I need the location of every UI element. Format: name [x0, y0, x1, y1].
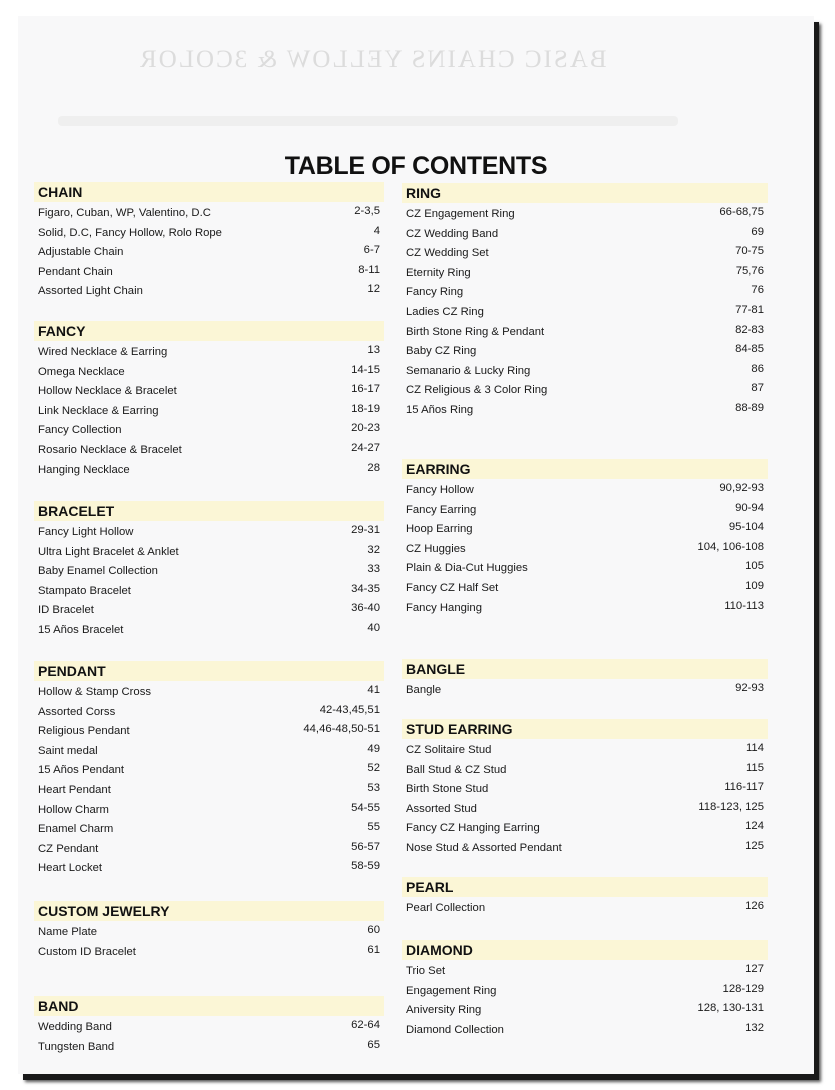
toc-entry [34, 341, 384, 361]
entry-page-number: 125 [745, 839, 764, 852]
entry-page-number: 34-35 [351, 582, 380, 595]
entry-title: Engagement Ring [406, 984, 497, 997]
entry-title: Hollow Necklace & Bracelet [38, 385, 177, 398]
entry-page-number: 86 [751, 362, 764, 375]
entry-page-number: 77-81 [735, 303, 764, 316]
toc-entry [402, 798, 768, 818]
entry-page-number: 105 [745, 560, 764, 573]
entry-title: Tungsten Band [38, 1040, 115, 1053]
entry-title: Trio Set [406, 965, 446, 977]
entry-title: Fancy CZ Half Set [406, 581, 499, 594]
entry-page-number: 90-94 [735, 501, 764, 514]
toc-entry [34, 619, 384, 639]
entry-title: Fancy CZ Hanging Earring [406, 822, 540, 835]
toc-entry [34, 400, 384, 420]
entry-title: Fancy Hollow [406, 484, 474, 496]
entry-title: Saint medal [38, 744, 98, 757]
entry-page-number: 84-85 [735, 343, 764, 356]
entry-title: Birth Stone Ring & Pendant [406, 325, 545, 338]
entry-page-number: 24-27 [351, 441, 380, 454]
section-bangle [402, 659, 768, 699]
entry-title: Religious Pendant [38, 725, 130, 738]
toc-entry [402, 223, 768, 243]
entry-title: Bangle [406, 684, 442, 696]
entry-page-number: 65 [367, 1038, 380, 1051]
entry-page-number: 115 [745, 761, 764, 774]
entry-title: CZ Religious & 3 Color Ring [406, 384, 548, 397]
section-heading: CHAIN [34, 182, 384, 202]
entry-page-number: 128-129 [722, 982, 764, 995]
entry-title: ID Bracelet [38, 604, 94, 617]
entry-page-number: 8-11 [358, 263, 380, 276]
entry-title: Fancy Collection [38, 424, 122, 437]
entry-page-number: 32 [367, 543, 380, 556]
entry-title: Hanging Necklace [38, 463, 130, 476]
entry-page-number: 75,76 [735, 264, 764, 277]
catalog-page [18, 16, 814, 1074]
toc-entry [402, 262, 768, 282]
entry-title: Rosario Necklace & Bracelet [38, 443, 182, 456]
entry-page-number: 118-123, 125 [698, 800, 764, 813]
toc-entry [34, 740, 384, 760]
entry-page-number: 29-31 [351, 524, 380, 536]
toc-entry [402, 739, 768, 759]
entry-title: Pendant Chain [38, 265, 113, 278]
toc-entry [402, 203, 768, 223]
entry-title: Omega Necklace [38, 365, 125, 378]
toc-entry [34, 759, 384, 779]
entry-title: 15 Años Ring [406, 403, 474, 416]
entry-title: Birth Stone Stud [406, 783, 489, 796]
entry-title: Name Plate [38, 926, 98, 938]
entry-page-number: 18-19 [351, 402, 380, 415]
entry-page-number: 69 [751, 225, 764, 238]
entry-page-number: 53 [367, 781, 380, 794]
entry-page-number: 52 [367, 762, 380, 775]
entry-title: Link Necklace & Earring [38, 404, 159, 417]
toc-entry [402, 479, 768, 499]
section-heading: EARRING [402, 459, 768, 479]
entry-page-number: 60 [367, 924, 380, 936]
toc-entry [402, 242, 768, 262]
entry-title: Custom ID Bracelet [38, 945, 136, 958]
entry-title: 15 Años Bracelet [38, 623, 124, 636]
entry-page-number: 87 [751, 382, 764, 395]
entry-page-number: 132 [745, 1021, 764, 1034]
toc-entry [402, 281, 768, 301]
entry-page-number: 6-7 [363, 244, 380, 257]
toc-entry [34, 681, 384, 701]
entry-page-number: 16-17 [351, 383, 380, 396]
toc-entry [34, 720, 384, 740]
toc-entry [34, 921, 384, 941]
entry-page-number: 49 [367, 742, 380, 755]
entry-title: CZ Solitaire Stud [406, 744, 492, 756]
entry-page-number: 88-89 [735, 401, 764, 414]
toc-entry [34, 419, 384, 439]
toc-entry [34, 261, 384, 281]
toc-entry [402, 360, 768, 380]
section-heading: PEARL [402, 877, 768, 897]
entry-page-number: 40 [367, 621, 380, 634]
entry-page-number: 128, 130-131 [697, 1002, 764, 1015]
entry-page-number: 14-15 [351, 363, 380, 376]
entry-page-number: 110-113 [724, 599, 764, 612]
entry-page-number: 76 [751, 284, 764, 297]
toc-entry [402, 1019, 768, 1039]
toc-entry [402, 499, 768, 519]
toc-entry [34, 941, 384, 961]
page-title: TABLE OF CONTENTS [284, 152, 548, 180]
entry-page-number: 4 [373, 224, 380, 237]
entry-title: Heart Locket [38, 862, 103, 875]
toc-entry [34, 361, 384, 381]
entry-title: CZ Engagement Ring [406, 208, 515, 220]
entry-title: Assorted Stud [406, 802, 477, 815]
entry-page-number: 56-57 [351, 840, 380, 853]
entry-page-number: 62-64 [351, 1019, 380, 1031]
entry-title: Baby Enamel Collection [38, 565, 158, 578]
entry-title: Hollow & Stamp Cross [38, 686, 152, 698]
toc-entry [34, 580, 384, 600]
entry-page-number: 2-3,5 [354, 205, 380, 217]
section-chain [34, 182, 384, 300]
section-heading: PENDANT [34, 661, 384, 681]
toc-entry [34, 701, 384, 721]
entry-page-number: 124 [745, 820, 764, 833]
toc-entry [402, 340, 768, 360]
section-heading: CUSTOM JEWELRY [34, 901, 384, 921]
section-fancy [34, 321, 384, 478]
entry-title: 15 Años Pendant [38, 764, 125, 777]
entry-page-number: 116-117 [724, 781, 764, 794]
toc-entry [34, 459, 384, 479]
toc-entry [402, 557, 768, 577]
entry-page-number: 54-55 [351, 801, 380, 814]
entry-title: Ladies CZ Ring [406, 305, 484, 318]
entry-page-number: 95-104 [728, 521, 764, 534]
entry-page-number: 90,92-93 [719, 482, 764, 494]
entry-title: CZ Huggies [406, 542, 466, 555]
entry-title: CZ Wedding Band [406, 227, 499, 240]
entry-page-number: 126 [745, 900, 764, 912]
toc-entry [34, 599, 384, 619]
entry-title: Diamond Collection [406, 1023, 504, 1036]
toc-entry [34, 1016, 384, 1036]
entry-page-number: 109 [745, 579, 764, 592]
entry-title: Heart Pendant [38, 783, 111, 796]
toc-entry [34, 241, 384, 261]
toc-entry [34, 818, 384, 838]
toc-entry [402, 999, 768, 1019]
entry-title: Enamel Charm [38, 823, 114, 836]
entry-title: Fancy Hanging [406, 601, 482, 614]
toc-entry [34, 541, 384, 561]
entry-title: Nose Stud & Assorted Pendant [406, 841, 562, 854]
entry-page-number: 104, 106-108 [697, 540, 764, 553]
entry-page-number: 33 [367, 563, 380, 576]
entry-title: Stampato Bracelet [38, 584, 131, 597]
entry-page-number: 28 [367, 461, 380, 474]
toc-entry [34, 838, 384, 858]
toc-entry [34, 380, 384, 400]
toc-entry [402, 759, 768, 779]
entry-page-number: 20-23 [351, 422, 380, 435]
toc-entry [34, 799, 384, 819]
entry-title: Baby CZ Ring [406, 345, 477, 358]
toc-entry [402, 980, 768, 1000]
section-pearl [402, 877, 768, 917]
entry-title: Ultra Light Bracelet & Anklet [38, 545, 179, 558]
entry-title: Plain & Dia-Cut Huggies [406, 562, 528, 575]
entry-page-number: 42-43,45,51 [319, 703, 380, 716]
section-heading: BRACELET [34, 501, 384, 521]
toc-entry [402, 960, 768, 980]
entry-title: Solid, D.C, Fancy Hollow, Rolo Rope [38, 226, 222, 239]
section-earring [402, 459, 768, 616]
toc-entry [34, 439, 384, 459]
entry-page-number: 55 [367, 821, 380, 834]
section-heading: STUD EARRING [402, 719, 768, 739]
section-custom-jewelry [34, 901, 384, 960]
toc-entry [34, 521, 384, 541]
section-heading: RING [402, 183, 768, 203]
entry-title: Hollow Charm [38, 803, 109, 816]
toc-entry [34, 1036, 384, 1056]
entry-page-number: 13 [367, 344, 380, 356]
toc-entry [402, 817, 768, 837]
toc-entry [402, 518, 768, 538]
entry-page-number: 66-68,75 [719, 206, 764, 218]
entry-title: Fancy Ring [406, 286, 464, 299]
entry-title: CZ Wedding Set [406, 247, 489, 260]
section-pendant [34, 661, 384, 877]
toc-entry [402, 321, 768, 341]
toc-entry [34, 560, 384, 580]
entry-page-number: 92-93 [735, 682, 764, 694]
entry-title: Eternity Ring [406, 266, 471, 279]
entry-title: Aniversity Ring [406, 1004, 482, 1017]
toc-entry [402, 577, 768, 597]
bleed-through-heading: BASIC CHAINS YELLOW & 3COLOR [138, 46, 607, 73]
section-heading: BAND [34, 996, 384, 1016]
section-stud-earring [402, 719, 768, 857]
toc-entry [402, 897, 768, 917]
entry-title: Hoop Earring [406, 523, 473, 536]
toc-entry [34, 280, 384, 300]
entry-title: Assorted Light Chain [38, 285, 143, 298]
toc-entry [402, 778, 768, 798]
entry-page-number: 114 [745, 742, 764, 754]
toc-entry [34, 222, 384, 242]
entry-title: Wedding Band [38, 1021, 112, 1033]
entry-page-number: 44,46-48,50-51 [303, 723, 380, 736]
toc-entry [402, 679, 768, 699]
entry-page-number: 61 [367, 943, 380, 956]
toc-entry [402, 399, 768, 419]
entry-title: Figaro, Cuban, WP, Valentino, D.C [38, 207, 211, 219]
entry-title: Ball Stud & CZ Stud [406, 763, 507, 776]
toc-entry [402, 538, 768, 558]
entry-title: Wired Necklace & Earring [38, 346, 168, 358]
entry-page-number: 58-59 [351, 860, 380, 873]
entry-page-number: 12 [367, 283, 380, 296]
toc-entry [34, 857, 384, 877]
section-heading: DIAMOND [402, 940, 768, 960]
toc-entry [402, 597, 768, 617]
entry-title: Adjustable Chain [38, 246, 124, 259]
section-heading: FANCY [34, 321, 384, 341]
entry-page-number: 127 [745, 963, 764, 975]
entry-title: Pearl Collection [406, 902, 486, 914]
toc-entry [34, 779, 384, 799]
bleed-through-line [58, 116, 678, 126]
section-heading: BANGLE [402, 659, 768, 679]
entry-title: Assorted Corss [38, 705, 116, 718]
entry-page-number: 36-40 [351, 602, 380, 615]
entry-page-number: 70-75 [735, 245, 764, 258]
section-diamond [402, 940, 768, 1038]
entry-page-number: 41 [367, 684, 380, 696]
toc-entry [34, 202, 384, 222]
entry-title: CZ Pendant [38, 842, 99, 855]
toc-entry [402, 837, 768, 857]
entry-title: Fancy Light Hollow [38, 526, 134, 538]
entry-title: Semanario & Lucky Ring [406, 364, 531, 377]
section-band [34, 996, 384, 1055]
toc-entry [402, 301, 768, 321]
section-bracelet [34, 501, 384, 639]
entry-page-number: 82-83 [735, 323, 764, 336]
section-ring [402, 183, 768, 419]
toc-entry [402, 379, 768, 399]
entry-title: Fancy Earring [406, 503, 477, 516]
